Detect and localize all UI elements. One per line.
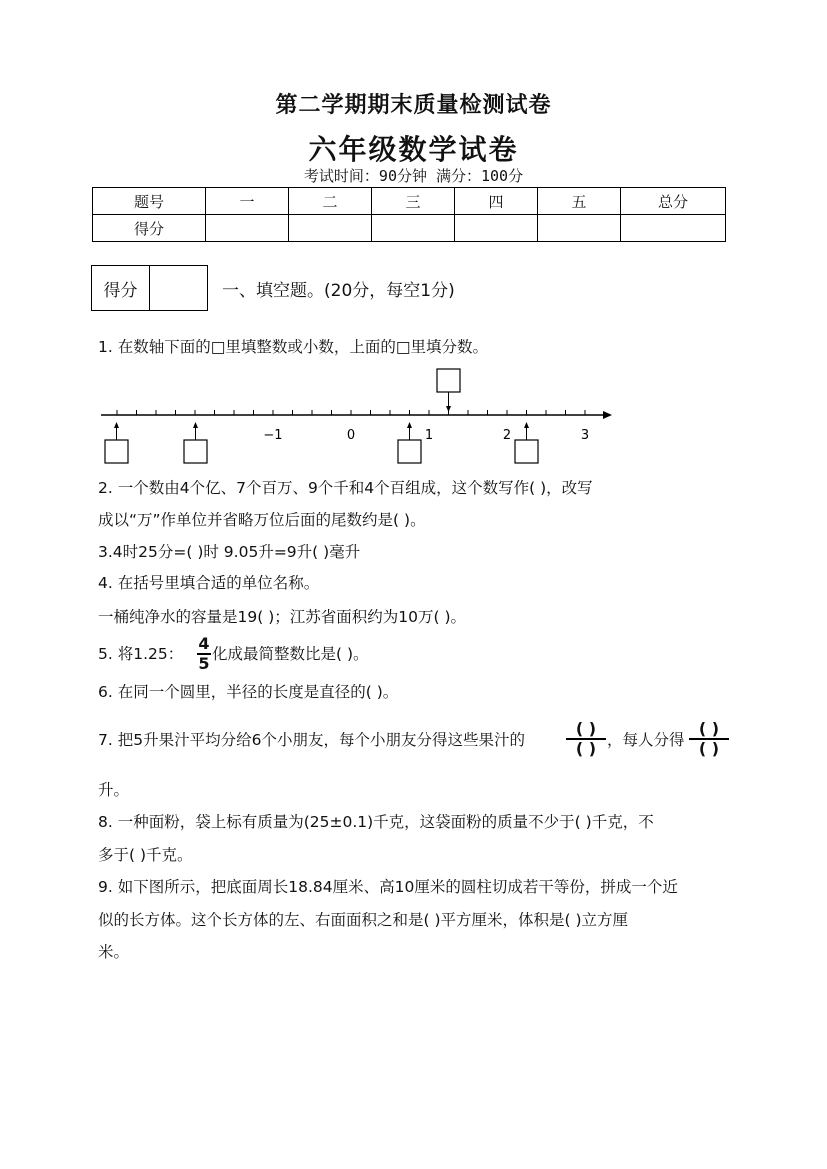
question-9-line-2: 似的长方体。这个长方体的左、右面面积之和是( )平方厘米，体积是( )立方厘 [98,911,629,929]
question-7-part-1: 7. 把5升果汁平均分给6个小朋友，每个小朋友分得这些果汁的 [98,731,525,749]
answer-box-bottom-1[interactable] [105,422,128,463]
score-cell[interactable] [372,215,455,242]
score-header-cell: 二 [289,188,372,215]
score-cell[interactable] [455,215,538,242]
exam-subtitle: 第二学期期末质量检测试卷 [275,92,552,118]
score-table [92,187,726,242]
score-cell[interactable] [289,215,372,242]
tick-label: 1 [424,428,434,443]
fraction-denominator: 5 [198,654,210,673]
score-cell[interactable] [538,215,621,242]
fraction-four-fifths [197,635,211,673]
score-header-cell: 一 [206,188,289,215]
question-7-part-2: ，每人分得 [607,731,685,749]
question-9-line-3: 米。 [98,943,130,961]
score-header-cell: 三 [372,188,455,215]
question-8-line-1: 8. 一种面粉，袋上标有质量为(25±0.1)千克，这袋面粉的质量不少于( )千克，不 [98,813,654,831]
number-line-axis [101,411,612,419]
fraction-blank-numerator: ( ) [698,719,720,738]
score-table-score-row [93,215,726,242]
score-header-cell: 五 [538,188,621,215]
question-2-line-1: 2. 一个数由4个亿、7个百万、9个千和4个百组成，这个数写作( )，改写 [98,479,593,497]
fraction-blank-numerator: ( ) [575,719,597,738]
score-table-header-row [93,188,726,215]
tick-label: 0 [346,428,356,443]
question-1: 1. 在数轴下面的□里填整数或小数，上面的□里填分数。 [98,338,489,356]
fraction-blank-denominator: ( ) [575,739,597,758]
question-3: 3.4时25分=( )时 9.05升=9升( )毫升 [98,543,361,561]
question-5-part-1: 5. 将1.25： [98,645,184,663]
exam-info: 考试时间：90分钟 满分：100分 [303,167,524,185]
score-row-label: 得分 [93,215,206,242]
section-score-label: 得分 [92,266,150,310]
tick-label: 3 [580,428,590,443]
tick-label: 2 [502,428,512,443]
fraction-numerator: 4 [198,634,210,653]
score-header-cell: 四 [455,188,538,215]
answer-box-bottom-4[interactable] [515,422,538,463]
question-8-line-2: 多于( )千克。 [98,846,193,864]
fraction-blank-2[interactable] [689,720,729,758]
number-line-tick-labels [263,428,589,443]
question-5-part-2: 化成最简整数比是( )。 [212,645,369,663]
question-2-line-2: 成以“万”作单位并省略万位后面的尾数约是( )。 [98,511,426,529]
score-header-cell: 总分 [621,188,726,215]
answer-box-top[interactable] [437,369,460,412]
answer-box-bottom-3[interactable] [398,422,421,463]
number-line-figure [0,368,827,468]
answer-box-bottom-2[interactable] [184,422,207,463]
fraction-blank-denominator: ( ) [698,739,720,758]
section-score-box [91,265,208,311]
question-6: 6. 在同一个圆里，半径的长度是直径的( )。 [98,683,399,701]
fraction-blank-1[interactable] [566,720,606,758]
section-title: 一、填空题。(20分，每空1分) [222,281,455,301]
question-7-part-3: 升。 [98,781,130,799]
question-4: 4. 在括号里填合适的单位名称。 [98,574,320,592]
score-cell[interactable] [206,215,289,242]
question-4-line-2: 一桶纯净水的容量是19( )；江苏省面积约为10万( )。 [98,608,466,626]
score-cell[interactable] [621,215,726,242]
question-9-line-1: 9. 如下图所示，把底面周长18.84厘米、高10厘米的圆柱切成若干等份，拼成一个近 [98,878,678,896]
tick-label: −1 [263,428,283,443]
exam-title: 六年级数学试卷 [308,133,519,166]
score-header-cell: 题号 [93,188,206,215]
section-score-blank[interactable] [150,266,207,310]
